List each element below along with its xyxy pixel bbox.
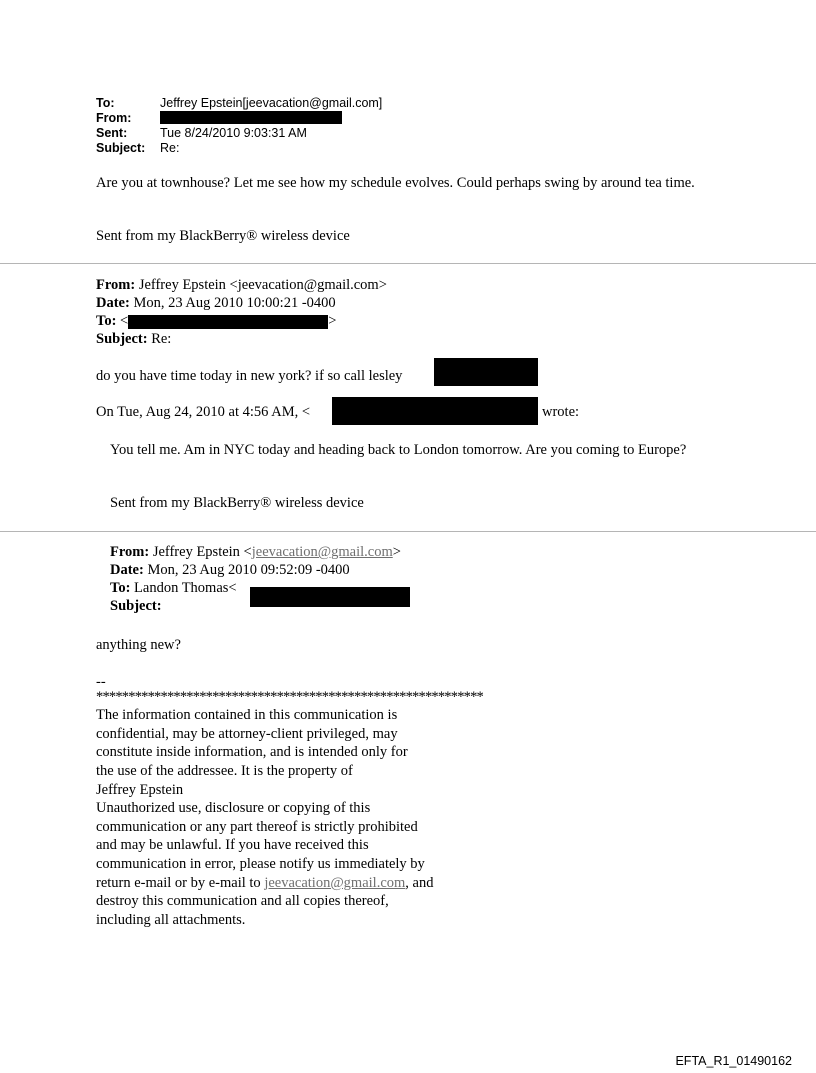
disclaimer-line: destroy this communication and all copies thereof, bbox=[96, 893, 389, 910]
return-prefix: return e-mail or by e-mail to bbox=[96, 874, 265, 891]
quote-intro-end: wrote: bbox=[542, 404, 580, 420]
subject-row bbox=[96, 141, 382, 156]
to-value: Jeffrey Epstein[jeevacation@gmail.com] bbox=[160, 96, 383, 110]
date-row bbox=[96, 294, 387, 312]
disclaimer-line: The information contained in this communication is bbox=[96, 707, 398, 724]
subject-value: Re: bbox=[160, 141, 180, 155]
disclaimer-line: and may be unlawful. If you have received this bbox=[96, 837, 369, 854]
disclaimer-line: including all attachments. bbox=[96, 911, 246, 928]
subject-label: Subject: bbox=[110, 598, 162, 614]
date-label: Date: bbox=[96, 295, 130, 311]
from-name: Jeffrey Epstein < bbox=[152, 544, 252, 560]
sent-label: Sent: bbox=[96, 126, 128, 140]
disclaimer bbox=[96, 673, 483, 929]
divider bbox=[0, 531, 816, 532]
message-body: anything new? bbox=[96, 637, 181, 653]
to-close: > bbox=[328, 313, 337, 329]
from-row bbox=[96, 276, 387, 294]
disclaimer-line: confidential, may be attorney-client privileged, may bbox=[96, 725, 398, 742]
email-header bbox=[96, 96, 382, 156]
disclaimer-line: communication or any part thereof is strictly prohibited bbox=[96, 818, 418, 835]
date-row bbox=[110, 561, 401, 579]
email-link[interactable]: jeevacation@gmail.com bbox=[251, 544, 393, 560]
to-value: Landon Thomas< bbox=[134, 580, 237, 596]
date-label: Date: bbox=[110, 562, 144, 578]
disclaimer-line: communication in error, please notify us immediately by bbox=[96, 855, 425, 872]
redaction-box bbox=[160, 111, 342, 124]
bates-number: EFTA_R1_01490162 bbox=[675, 1054, 792, 1068]
from-label: From: bbox=[96, 277, 136, 293]
from-row bbox=[110, 543, 401, 561]
redaction-box bbox=[128, 315, 328, 329]
subject-label: Subject: bbox=[96, 141, 146, 155]
from-value: Jeffrey Epstein <jeevacation@gmail.com> bbox=[138, 277, 387, 293]
from-row bbox=[96, 111, 382, 126]
message-body bbox=[96, 367, 402, 385]
disclaimer-line: Unauthorized use, disclosure or copying of this bbox=[96, 800, 371, 817]
disclaimer-line bbox=[96, 874, 483, 893]
signature: Sent from my BlackBerry® wireless device bbox=[110, 495, 364, 511]
from-close: > bbox=[392, 544, 401, 560]
redaction-box bbox=[332, 397, 538, 425]
sent-value: Tue 8/24/2010 9:03:31 AM bbox=[160, 126, 307, 140]
subject-label: Subject: bbox=[96, 331, 148, 347]
to-row bbox=[96, 96, 382, 111]
date-value: Mon, 23 Aug 2010 09:52:09 -0400 bbox=[147, 562, 350, 578]
redaction-box bbox=[434, 358, 538, 386]
subject-row bbox=[96, 330, 387, 348]
disclaimer-line: the use of the addressee. It is the property of bbox=[96, 762, 353, 779]
quoted-body: You tell me. Am in NYC today and heading back to London tomorrow. Are you coming to Europe? bbox=[110, 442, 687, 458]
sent-row bbox=[96, 126, 382, 141]
divider bbox=[0, 263, 816, 264]
body-text: do you have time today in new york? if so call lesley bbox=[96, 368, 403, 384]
quote-intro-start: On Tue, Aug 24, 2010 at 4:56 AM, < bbox=[96, 404, 311, 420]
quote-intro bbox=[96, 403, 310, 421]
to-open: < bbox=[120, 313, 129, 329]
to-label: To: bbox=[96, 96, 115, 110]
to-row bbox=[96, 312, 387, 330]
from-label: From: bbox=[110, 544, 150, 560]
disclaimer-line: Jeffrey Epstein bbox=[96, 781, 184, 798]
disclaimer-line: constitute inside information, and is intended only for bbox=[96, 744, 408, 761]
quoted-header bbox=[96, 276, 387, 348]
redaction-box bbox=[250, 587, 410, 607]
from-label: From: bbox=[96, 111, 132, 125]
email-link[interactable]: jeevacation@gmail.com bbox=[264, 874, 406, 891]
to-label: To: bbox=[96, 313, 117, 329]
to-label: To: bbox=[110, 580, 131, 596]
return-suffix: , and bbox=[405, 874, 434, 891]
stars-line: ************************************************************ bbox=[96, 688, 484, 705]
subject-value: Re: bbox=[151, 331, 172, 347]
message-body: Are you at townhouse? Let me see how my schedule evolves. Could perhaps swing by around tea time. bbox=[96, 175, 695, 191]
date-value: Mon, 23 Aug 2010 10:00:21 -0400 bbox=[133, 295, 336, 311]
signature: Sent from my BlackBerry® wireless device bbox=[96, 228, 350, 244]
dashes: -- bbox=[96, 674, 106, 690]
